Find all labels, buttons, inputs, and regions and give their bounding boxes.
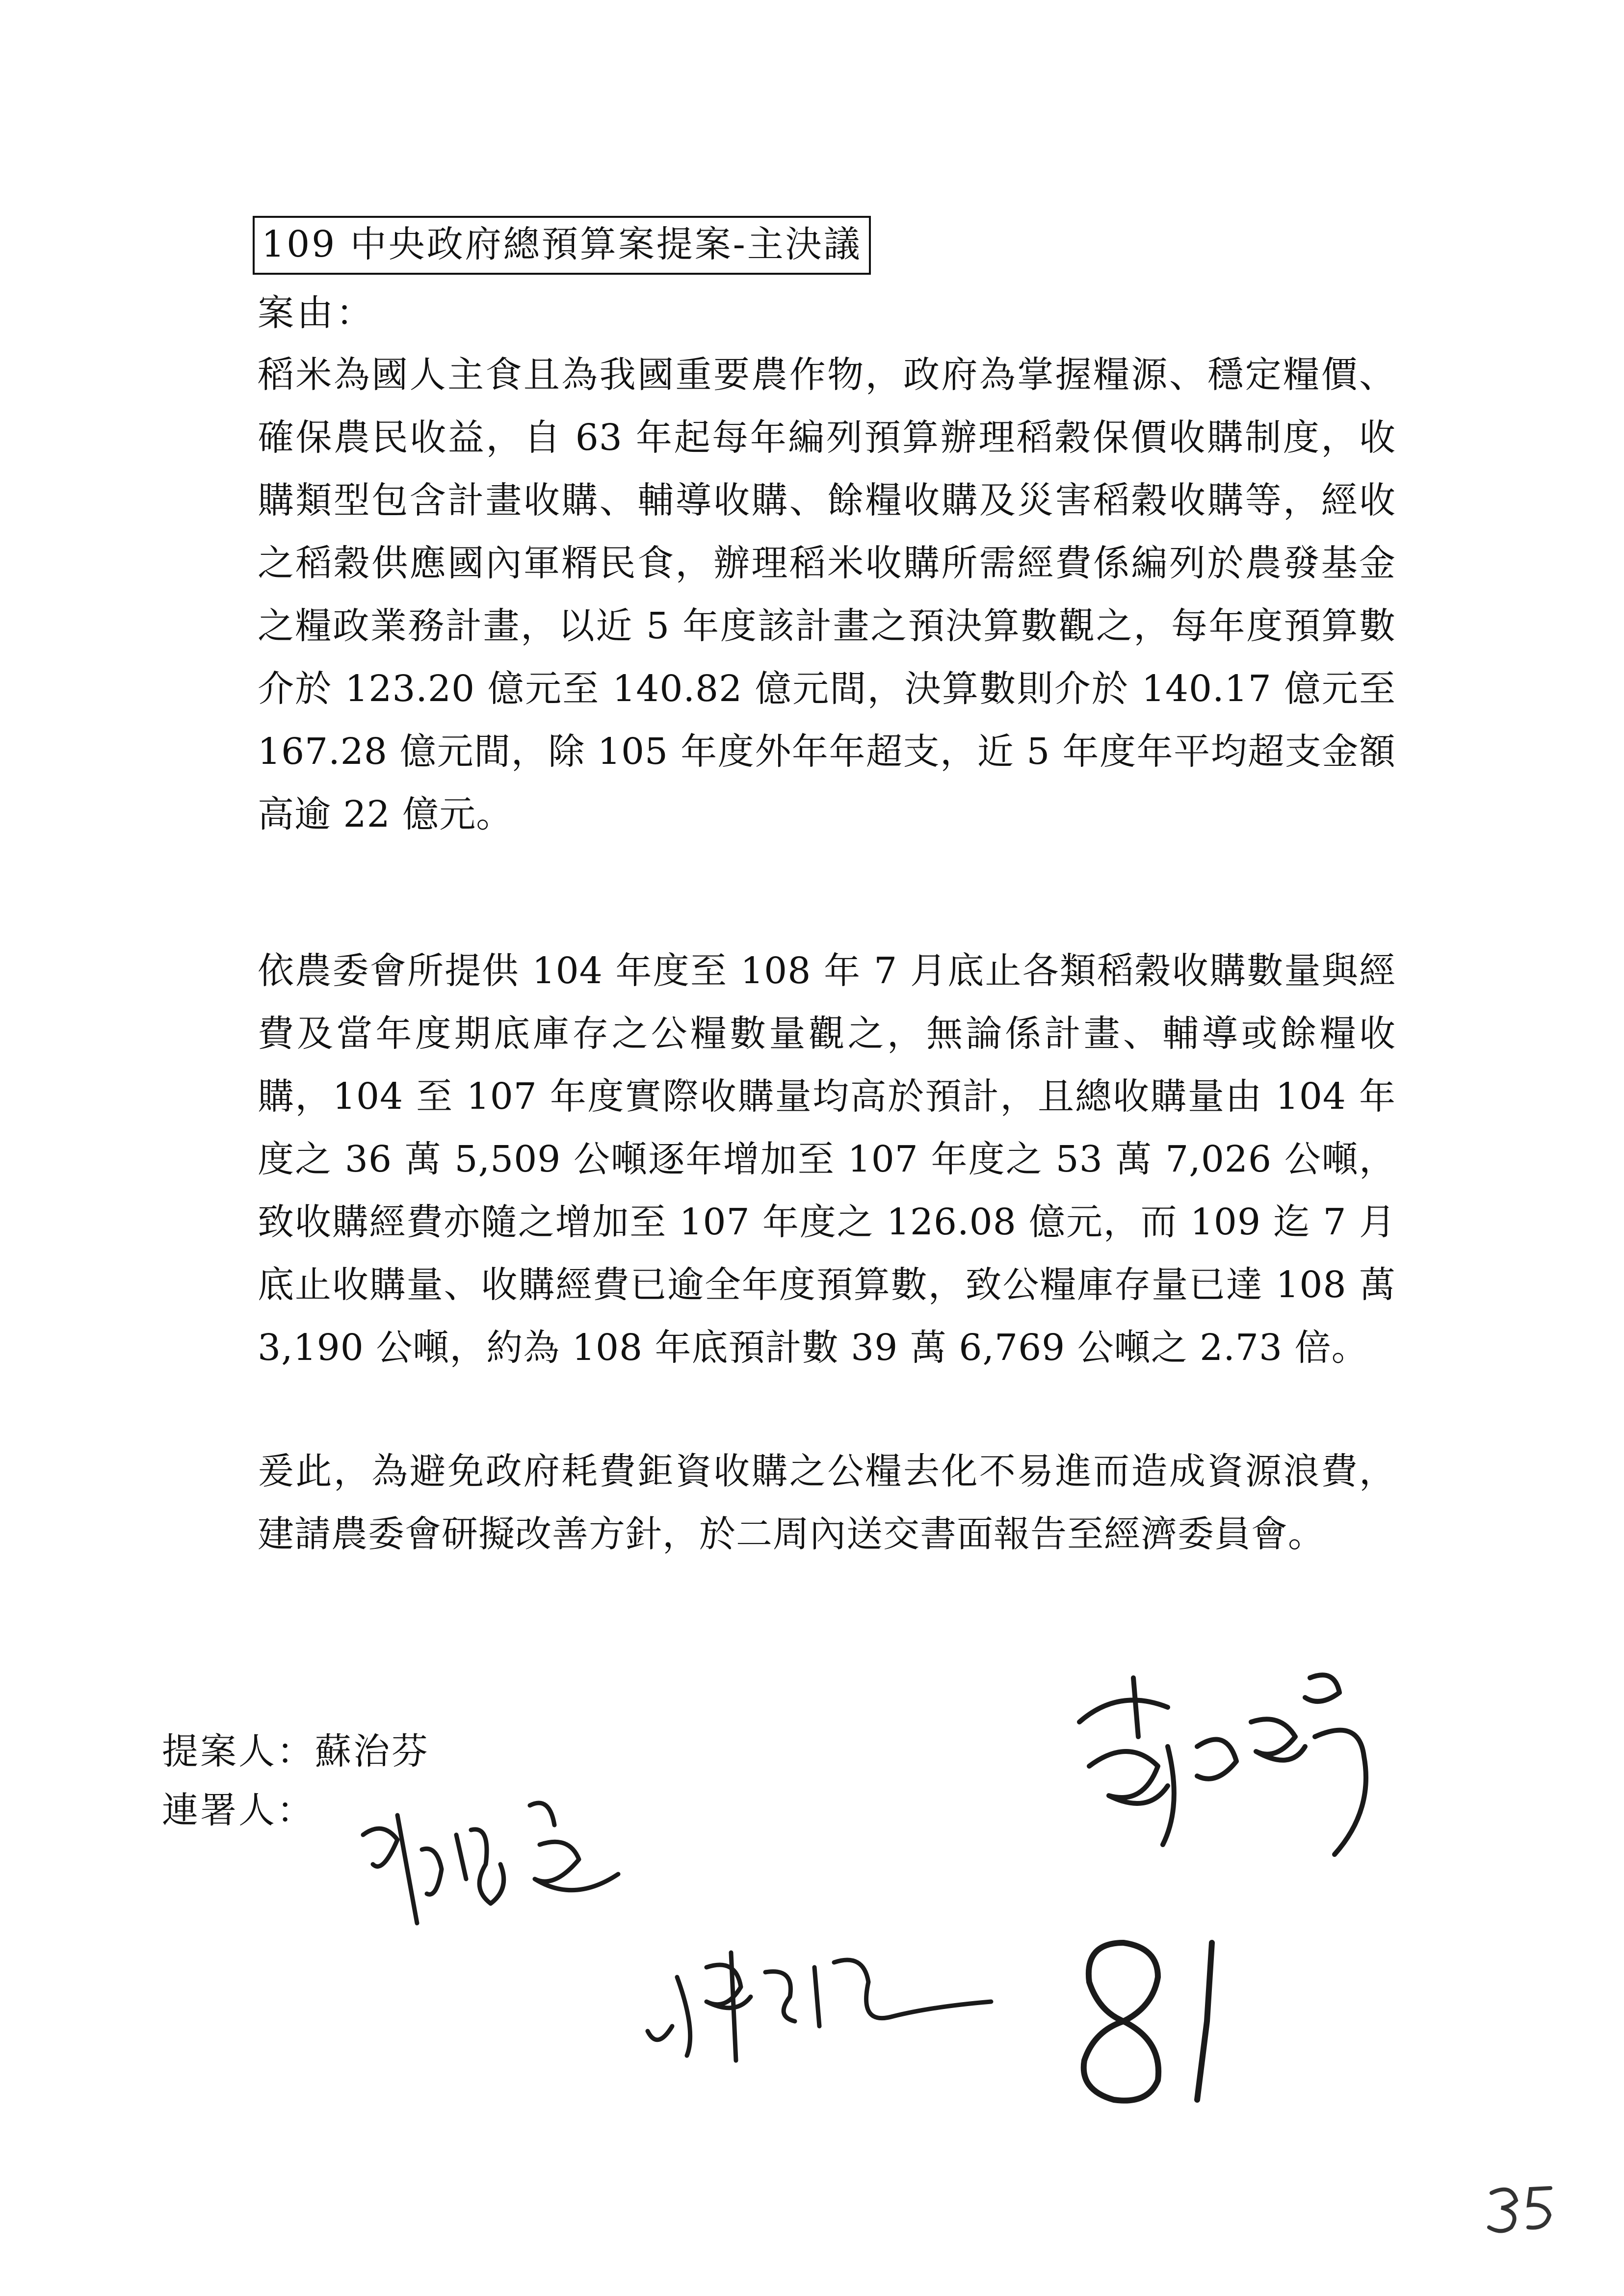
page-number [1482, 2178, 1560, 2237]
document-title: 109 中央政府總預算案提案-主決議 [253, 216, 871, 275]
cosigner-signature-1 [343, 1776, 657, 1982]
body-paragraph-3: 爰此，為避免政府耗費鉅資收購之公糧去化不易進而造成資源浪費，建請農委會研擬改善方針，於二周內送交書面報告至經濟委員會。 [258, 1450, 1396, 1555]
handwritten-number-81 [1050, 1923, 1256, 2119]
body-paragraph-2: 依農委會所提供 104 年度至 108 年 7 月底止各類稻穀收購數量與經費及當年度期底庫存之公糧數量觀之，無論係計畫、輔導或餘糧收購，104 至 107 年度實際收購量均高於預計，且總收購量由 104 年度之 36 萬 5,509 公噸逐年增加至 107 年度之 53 萬 7,026 公噸，致收購經費亦隨之增加至 107 年度之 126.08 億元，而 109 迄 7 月底止收購量、收購經費已逾全年度預算數，致公糧庫存量已達 108 萬 3,190 公噸，約為 108 年底預計數 39 萬 6,769 公噸之 2.73 倍。 [258, 950, 1396, 1369]
proposer-line: 提案人：蘇治芬 [162, 1730, 430, 1773]
cosigner-signature-2 [638, 1913, 1011, 2080]
body-paragraph-1: 稻米為國人主食且為我國重要農作物，政府為掌握糧源、穩定糧價、確保農民收益，自 63 年起每年編列預算辦理稻穀保價收購制度，收購類型包含計畫收購、輔導收購、餘糧收購及災害稻穀收購等，經收之稻穀供應國內軍糈民食，辦理稻米收購所需經費係編列於農發基金之糧政業務計畫，以近 5 年度該計畫之預決算數觀之，每年度預算數介於 123.20 億元至 140.82 億元間，決算數則介於 140.17 億元至 167.28 億元間，除 105 年度外年年超支，近 5 年度年平均超支金額高逾 22 億元。 [258, 354, 1396, 835]
proposer-signature [1021, 1648, 1393, 1904]
reason-label: 案由： [258, 292, 375, 334]
cosigner-line: 連署人： [162, 1789, 315, 1831]
